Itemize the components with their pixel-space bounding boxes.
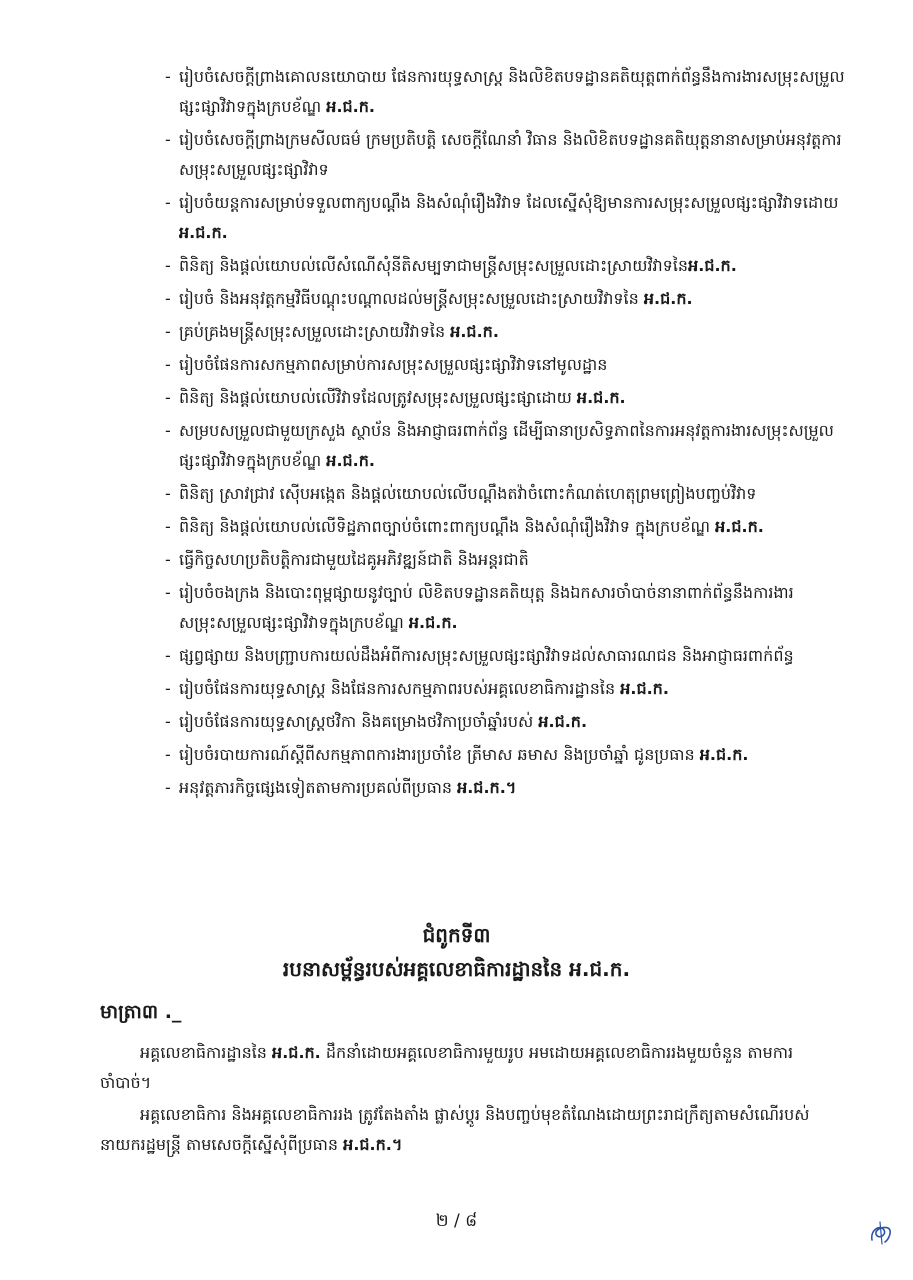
list-item: - រៀបចំសេចក្ដីព្រាងក្រមសីលធម៌ ក្រមប្រតិបត្តិ សេចក្ដីណែនាំ វិធាន និងលិខិតបទដ្ឋានគតិយុត្តនានាសម្រាប់អនុវត្តការសម្រុះសម្រួលផ្សះផ្សាវិវាទ — [165, 125, 845, 185]
list-item: - អនុវត្តភារកិច្ចផ្សេងទៀតតាមការប្រគល់ពីប្រធាន អ.ជ.ក.។ — [165, 773, 845, 803]
initials-signature-icon — [866, 1218, 896, 1248]
list-item: - រៀបចំចងក្រង និងបោះពុម្ពផ្សាយនូវច្បាប់ លិខិតបទដ្ឋានគតិយុត្ត និងឯកសារចាំបាច់នានាពាក់ព័ន្ធនឹងការងារសម្រុះសម្រួលផ្សះផ្សាវិវាទក្នុងក្របខ័ណ្ឌ អ.ជ.ក. — [165, 578, 845, 638]
chapter-title: របនាសម្ព័ន្ធរបស់អគ្គលេខាធិការដ្ឋាននៃ អ.ជ.ក. — [282, 957, 631, 981]
list-item: - រៀបចំយន្តការសម្រាប់ទទួលពាក្យបណ្ដឹង និងសំណុំរឿងវិវាទ ដែលស្នើសុំឱ្យមានការសម្រុះសម្រួលផ្សះផ្សាវិវាទដោយ អ.ជ.ក. — [165, 188, 845, 248]
article-heading: មាត្រា៣ ._ — [100, 1001, 182, 1023]
list-item: - ផ្សព្វផ្សាយ និងបញ្ជ្រាបការយល់ដឹងអំពីការសម្រុះសម្រួលផ្សះផ្សាវិវាទដល់សាធារណជន និងអាជ្ញាធរពាក់ព័ន្ធ — [165, 641, 845, 671]
duties-list — [165, 62, 845, 806]
page-number: ២ / ៨ — [435, 1211, 478, 1231]
list-item: - រៀបចំរបាយការណ៍ស្ដីពីសកម្មភាពការងារប្រចាំខែ ត្រីមាស ឆមាស និងប្រចាំឆ្នាំ ជូនប្រធាន អ.ជ.ក. — [165, 740, 845, 770]
list-item: - ពិនិត្យ ស្រាវជ្រាវ ស៊ើបអង្កេត និងផ្ដល់យោបល់លើបណ្ដឹងតវ៉ាចំពោះកំណត់ហេតុព្រមព្រៀងបញ្ចប់វិវាទ — [165, 479, 845, 509]
article-paragraph: អគ្គលេខាធិការ និងអគ្គលេខាធិការរង ត្រូវតែងតាំង ផ្លាស់ប្ដូរ និងបញ្ចប់មុខតំណែងដោយព្រះរាជក្រឹត្យតាមសំណើរបស់នាយករដ្ឋមន្ត្រី តាមសេចក្ដីស្នើសុំពីប្រធាន អ.ជ.ក.។ — [100, 1105, 810, 1154]
list-item: - រៀបចំផែនការយុទ្ធសាស្ត្រថវិកា និងគម្រោងថវិកាប្រចាំឆ្នាំរបស់ អ.ជ.ក. — [165, 707, 845, 737]
list-item: - រៀបចំសេចក្ដីព្រាងគោលនយោបាយ ផែនការយុទ្ធសាស្ត្រ និងលិខិតបទដ្ឋានគតិយុត្តពាក់ព័ន្ធនឹងការងារសម្រុះសម្រួលផ្សះផ្សាវិវាទក្នុងក្របខ័ណ្ឌ អ.ជ.ក. — [165, 62, 845, 122]
list-item: - សម្របសម្រួលជាមួយក្រសួង ស្ថាប័ន និងអាជ្ញាធរពាក់ព័ន្ធ ដើម្បីធានាប្រសិទ្ធភាពនៃការអនុវត្តការងារសម្រុះសម្រួលផ្សះផ្សាវិវាទក្នុងក្របខ័ណ្ឌ អ.ជ.ក. — [165, 416, 845, 476]
list-item: - ពិនិត្យ និងផ្ដល់យោបល់លើវិវាទដែលត្រូវសម្រុះសម្រួលផ្សះផ្សាដោយ អ.ជ.ក. — [165, 383, 845, 413]
list-item: - រៀបចំផែនការសកម្មភាពសម្រាប់ការសម្រុះសម្រួលផ្សះផ្សាវិវាទនៅមូលដ្ឋាន — [165, 350, 845, 380]
list-item: - ធ្វើកិច្ចសហប្រតិបត្តិការជាមួយដៃគូអភិវឌ្ឍន៍ជាតិ និងអន្តរជាតិ — [165, 545, 845, 575]
list-item: - ពិនិត្យ និងផ្ដល់យោបល់លើសំណើសុំនីតិសម្បទាជាមន្ត្រីសម្រុះសម្រួលដោះស្រាយវិវាទនៃអ.ជ.ក. — [165, 251, 845, 281]
list-item: - រៀបចំផែនការយុទ្ធសាស្ត្រ និងផែនការសកម្មភាពរបស់អគ្គលេខាធិការដ្ឋាននៃ អ.ជ.ក. — [165, 674, 845, 704]
article-paragraph: អគ្គលេខាធិការដ្ឋាននៃ អ.ជ.ក. ដឹកនាំដោយអគ្គលេខាធិការមួយរូប អមដោយអគ្គលេខាធិការរងមួយចំនួន តាមការចាំបាច់។ — [100, 1043, 794, 1092]
list-item: - គ្រប់គ្រងមន្ត្រីសម្រុះសម្រួលដោះស្រាយវិវាទនៃ អ.ជ.ក. — [165, 317, 845, 347]
list-item: - ពិនិត្យ និងផ្ដល់យោបល់លើទិដ្ឋភាពច្បាប់ចំពោះពាក្យបណ្ដឹង និងសំណុំរឿងវិវាទ ក្នុងក្របខ័ណ្ឌ អ.ជ.ក. — [165, 512, 845, 542]
list-item: - រៀបចំ និងអនុវត្តកម្មវិធីបណ្ដុះបណ្ដាលដល់មន្ត្រីសម្រុះសម្រួលដោះស្រាយវិវាទនៃ អ.ជ.ក. — [165, 284, 845, 314]
chapter-number: ជំពូកទី៣ — [422, 923, 491, 947]
